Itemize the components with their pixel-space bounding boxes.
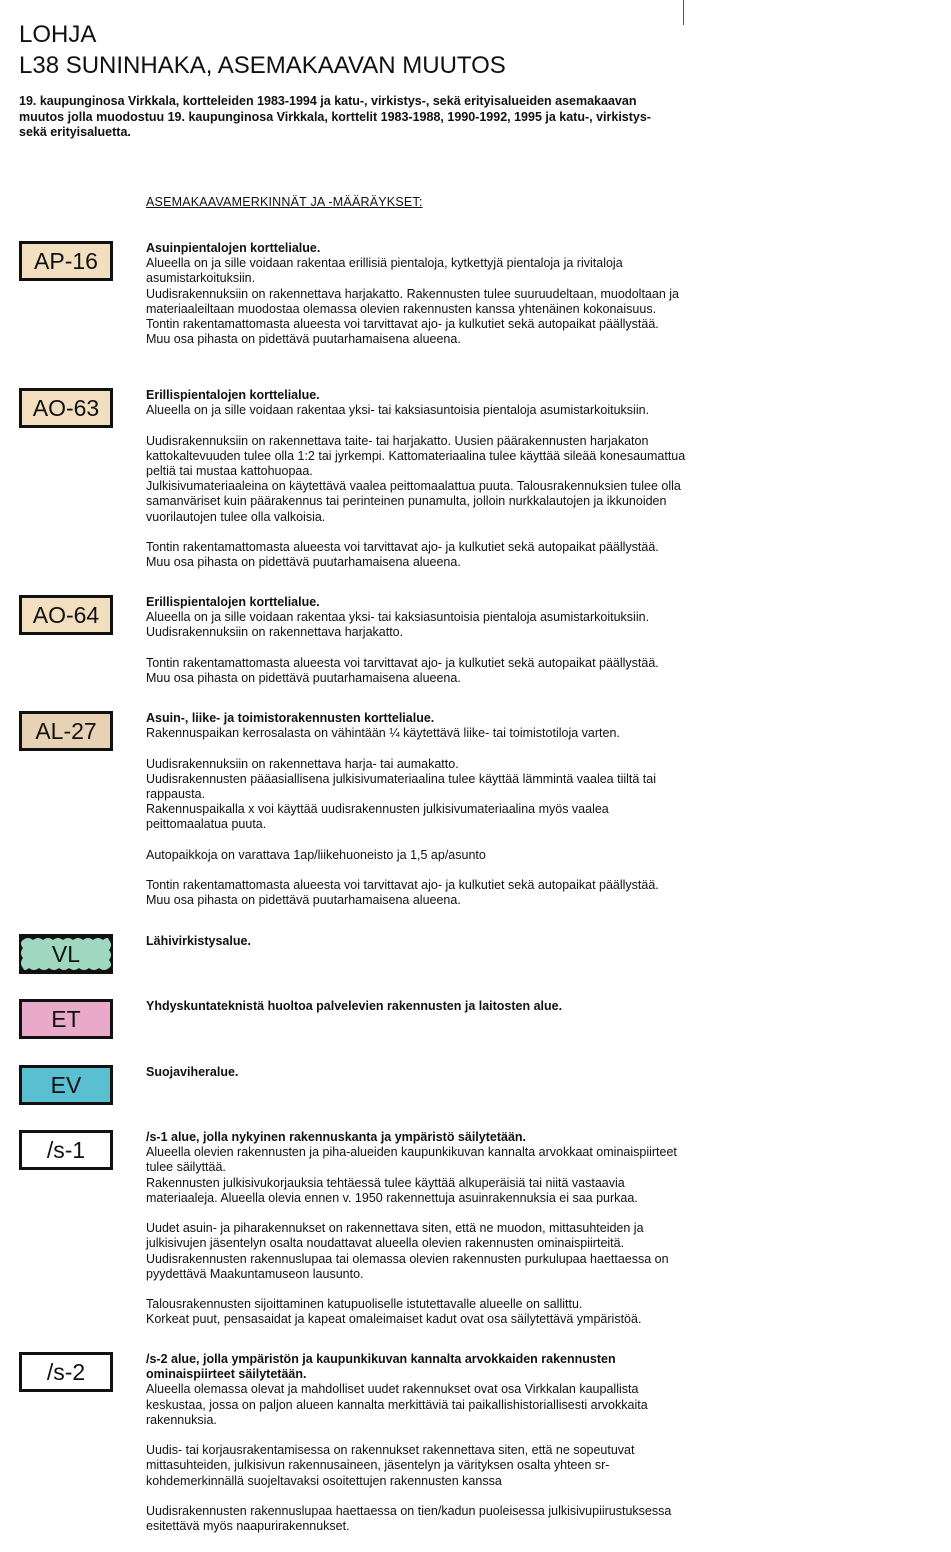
- zone-text: Uudisrakennusten pääasiallisena julkisivumateriaalina tulee käyttää lämmintä vaalea tiiltä tai rappausta.: [146, 771, 656, 801]
- zone-code: AO-64: [32, 602, 100, 628]
- zone-description: [146, 595, 686, 686]
- zone-text: Rakennusten julkisivukorjauksia tehtäessä tulee käyttää alkuperäisiä tai niitä vastaavia materiaaleja. Alueella olevia ennen v. 1950 rakennettuja asuinrakennuksia ei saa purkaa.: [146, 1175, 638, 1205]
- zone-heading: /s-2 alue, jolla ympäristön ja kaupunkikuvan kannalta arvokkaiden rakennusten ominaispiirteet säilytetään.: [146, 1352, 616, 1382]
- zone-text: Autopaikkoja on varattava 1ap/liikehuoneisto ja 1,5 ap/asunto: [146, 847, 486, 862]
- page-title-municipality: LOHJA: [19, 21, 97, 48]
- zone-description: [146, 1130, 686, 1328]
- zone-text: Uudisrakennuksiin on rakennettava harja- tai aumakatto.: [146, 756, 459, 771]
- zone-text: Alueella on ja sille voidaan rakentaa yksi- tai kaksiasuntoisia pientaloja asumistarkoituksiin.: [146, 610, 650, 625]
- zone-heading: Suojaviheralue.: [146, 1065, 239, 1079]
- zone-text: Korkeat puut, pensasaidat ja kapeat omaleimaiset kadut ovat osa säilytettävä ympäristöä.: [146, 1312, 642, 1327]
- zone-text: Talousrakennusten sijoittaminen katupuoliselle istutettavalle alueelle on sallittu.: [146, 1297, 583, 1312]
- zone-text: Uudisrakennuksiin on rakennettava harjakatto. Rakennusten tulee suuruudeltaan, muodoltaan ja materiaaleiltaan muodostaa olemassa olevien rakennusten kanssa yhtenäinen kokonaisuus.: [146, 286, 679, 316]
- zone-text: Alueella on ja sille voidaan rakentaa erillisiä pientaloja, kytkettyjä pientaloja ja rivitaloja asumistarkoituksiin.: [146, 256, 623, 286]
- zone-code: EV: [50, 1072, 82, 1098]
- zone-badge-ap16: [19, 241, 113, 281]
- zone-code: AL-27: [35, 718, 97, 744]
- zone-text: Tontin rakentamattomasta alueesta voi tarvittavat ajo- ja kulkutiet sekä autopaikat päällystää. Muu osa pihasta on pidettävä puutarhamaisena alueena.: [146, 878, 659, 908]
- zone-text: Uudisrakennuksiin on rakennettava taite- tai harjakatto. Uusien päärakennusten harjakaton kattokaltevuuden tulee olla 1:2 tai jyrkempi. Kattomateriaalina tulee käyttää sileää konesaumattua peltiä tai mustaa kattohuopaa.: [146, 433, 686, 478]
- zone-text: Uudisrakennuksiin on rakennettava harjakatto.: [146, 625, 404, 640]
- zone-code: VL: [51, 941, 81, 967]
- section-heading: ASEMAKAAVAMERKINNÄT JA -MÄÄRÄYKSET:: [146, 195, 423, 209]
- zone-code: /s-2: [46, 1359, 86, 1385]
- zone-text: Uudisrakennusten rakennuslupaa tai olemassa olevien rakennusten purkulupaa haettaessa on pyydettävä Maakuntamuseon lausunto.: [146, 1251, 669, 1281]
- zone-description: [146, 388, 686, 570]
- zone-text: Tontin rakentamattomasta alueesta voi tarvittavat ajo- ja kulkutiet sekä autopaikat päällystää. Muu osa pihasta on pidettävä puutarhamaisena alueena.: [146, 540, 659, 570]
- zone-description: [146, 999, 686, 1014]
- zone-code: /s-1: [46, 1137, 86, 1163]
- zone-description: [146, 1065, 686, 1080]
- zone-text: Alueella on ja sille voidaan rakentaa yksi- tai kaksiasuntoisia pientaloja asumistarkoituksiin.: [146, 403, 650, 418]
- zone-heading: Asuinpientalojen korttelialue.: [146, 241, 321, 255]
- zone-heading: Lähivirkistysalue.: [146, 934, 251, 948]
- zone-badge-al27: [19, 711, 113, 751]
- zone-text: Julkisivumateriaaleina on käytettävä vaalea peittomaalattua puuta. Talousrakennuksien tulee olla samanväriset kuin päärakennus tai perinteinen punamulta, jolloin nurkkalautojen ja ikkunoiden vuorilautojen tulee olla valkoisia.: [146, 479, 681, 524]
- zone-description: [146, 711, 686, 909]
- zone-badge-ao64: [19, 595, 113, 635]
- zone-heading: Erillispientalojen korttelialue.: [146, 595, 320, 609]
- plan-intro: 19. kaupunginosa Virkkala, kortteleiden 1983-1994 ja katu-, virkistys-, sekä erityisalueiden asemakaavan muutos jolla muodostuu 19. kaupunginosa Virkkala, korttelit 1983-1988, 1990-1992, 1995 ja katu-, virkistys- sekä erityisaluetta.: [19, 94, 651, 139]
- zone-badge-et: [19, 999, 113, 1039]
- margin-rule: [683, 0, 684, 25]
- zone-text: Alueella olevien rakennusten ja piha-alueiden kaupunkikuvan kannalta arvokkaat ominaispiirteet tulee säilyttää.: [146, 1145, 677, 1175]
- zone-text: Uudet asuin- ja piharakennukset on rakennettava siten, että ne muodon, mittasuhteiden ja julkisivujen jäsentelyn osalta noudattavat alueella olevien rakennusten ominaispiirteitä.: [146, 1221, 644, 1251]
- zone-heading: Asuin-, liike- ja toimistorakennusten korttelialue.: [146, 711, 435, 725]
- page-title-plan: L38 SUNINHAKA, ASEMAKAAVAN MUUTOS: [19, 52, 506, 79]
- zone-text: Rakennuspaikan kerrosalasta on vähintään ¼ käytettävä liike- tai toimistotiloja varten.: [146, 726, 620, 741]
- zone-badge-s1: [19, 1130, 113, 1170]
- zone-text: Alueella olemassa olevat ja mahdolliset uudet rakennukset ovat osa Virkkalan kaupallista keskustaa, jossa on paljon alueen kannalta merkittäviä tai paikallishistoriallisesti arvokkaita rakennuksia.: [146, 1382, 648, 1427]
- zone-heading: Erillispientalojen korttelialue.: [146, 388, 320, 402]
- zone-code: AP-16: [34, 248, 98, 274]
- zone-code: AO-63: [32, 395, 100, 421]
- zone-description: [146, 241, 686, 347]
- zone-code: ET: [51, 1006, 81, 1032]
- zone-description: [146, 1352, 686, 1534]
- zone-text: Rakennuspaikalla x voi käyttää uudisrakennusten julkisivumateriaalina myös vaalea peittomaalatua puuta.: [146, 802, 609, 832]
- zone-badge-ao63: [19, 388, 113, 428]
- zone-description: [146, 934, 686, 949]
- zone-text: Tontin rakentamattomasta alueesta voi tarvittavat ajo- ja kulkutiet sekä autopaikat päällystää. Muu osa pihasta on pidettävä puutarhamaisena alueena.: [146, 655, 659, 685]
- zone-heading: Yhdyskuntateknistä huoltoa palvelevien rakennusten ja laitosten alue.: [146, 999, 563, 1013]
- zone-badge-s2: [19, 1352, 113, 1392]
- zone-text: Tontin rakentamattomasta alueesta voi tarvittavat ajo- ja kulkutiet sekä autopaikat päällystää. Muu osa pihasta on pidettävä puutarhamaisena alueena.: [146, 317, 659, 347]
- zone-heading: /s-1 alue, jolla nykyinen rakennuskanta ja ympäristö säilytetään.: [146, 1130, 527, 1144]
- zone-text: Uudisrakennusten rakennuslupaa haettaessa on tien/kadun puoleisessa julkisivupiirustuksessa esitettävä myös naapurirakennukset.: [146, 1504, 672, 1534]
- zone-text: Uudis- tai korjausrakentamisessa on rakennukset rakennettava siten, että ne sopeutuvat mittasuhteiden, julkisivun rakennusaineen, jäsentelyn ja värityksen osalta yhteen sr-kohdemerkinnällä suojeltavaksi osoitettujen rakennusten kanssa: [146, 1443, 635, 1488]
- zone-badge-ev: [19, 1065, 113, 1105]
